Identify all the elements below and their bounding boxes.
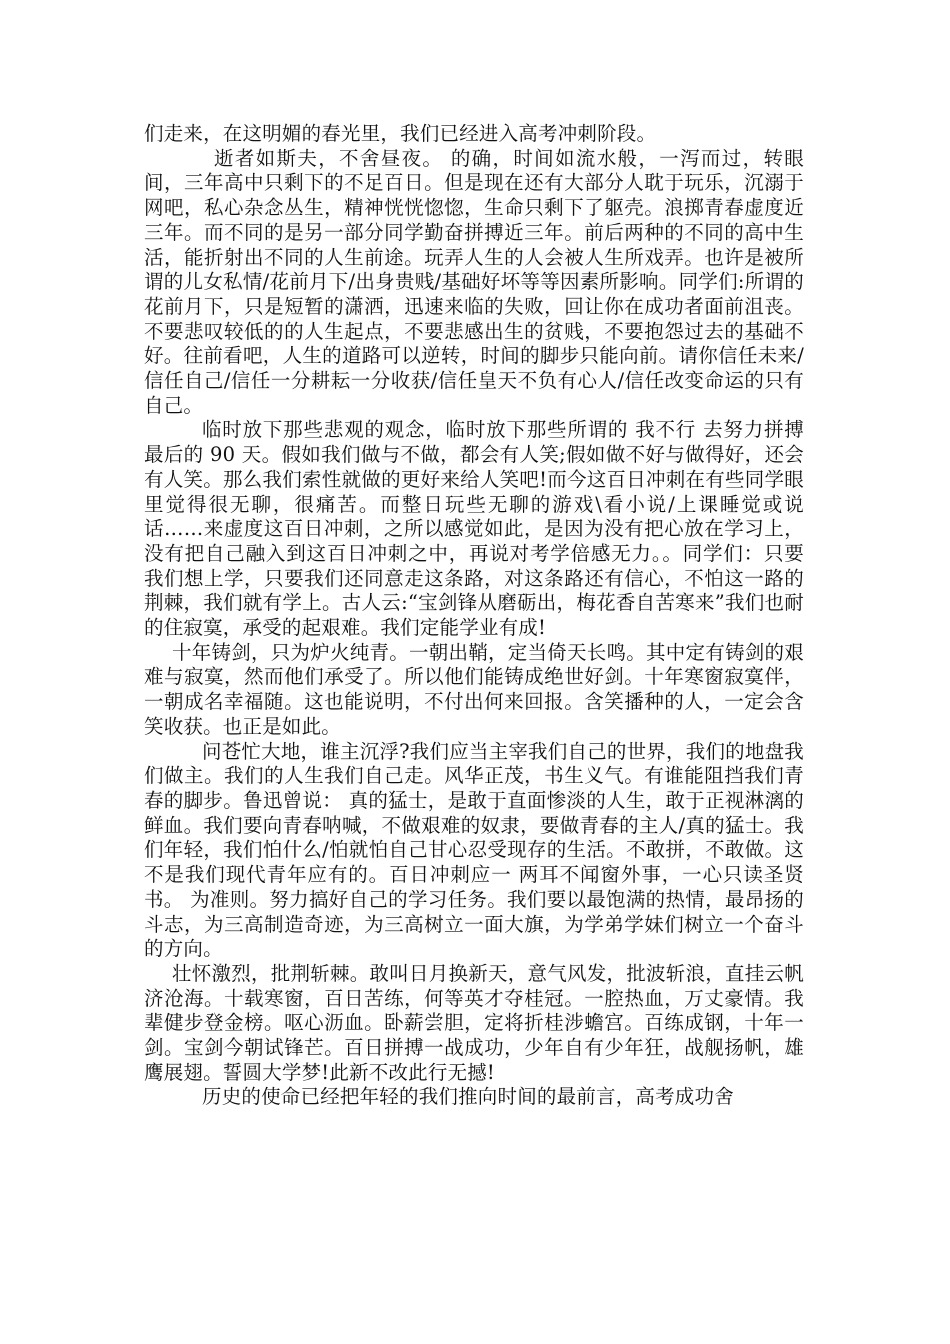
paragraph-ten-years-sword: 十年铸剑，只为炉火纯青。一朝出鞘，定当倚天长鸣。其中定有铸剑的艰难与寂寞，然而他们承受了。所以他们能铸成绝世好剑。十年寒窗寂寞伴，一朝成名幸福随。这也能说明，不付出何来回报。含笑播种的人，一定会含笑收获。也正是如此。 <box>144 640 804 738</box>
paragraph-historical-mission: 历史的使命已经把年轻的我们推向时间的最前言，高考成功舍 <box>202 1085 734 1109</box>
paragraph-heroic-spirit: 壮怀激烈，批荆斩棘。敢叫日月换新天，意气风发，批波斩浪，直挂云帆济沧海。十载寒窗，百日苦练，何等英才夺桂冠。一腔热血，万丈豪情。我辈健步登金榜。呕心沥血。卧薪尝胆，定将折桂涉蟾宫。百练成钢，十年一剑。宝剑今朝试锋芒。百日拼搏一战成功，少年自有少年狂，战舰扬帆，雄鹰展翅。誓圆大学梦!此新不改此行无撼! <box>144 961 804 1084</box>
paragraph-last-90-days: 临时放下那些悲观的观念，临时放下那些所谓的 我不行 去努力拼搏最后的 90 天。假如我们做与不做，都会有人笑;假如做不好与做得好，还会有人笑。那么我们索性就做的更好来给人笑吧!而今这百日冲刺在有些同学眼里觉得很无聊，很痛苦。而整日玩些无聊的游戏\看小说/上课睡觉或说话……来虚度这百日冲刺，之所以感觉如此，是因为没有把心放在学习上，没有把自己融入到这百日冲刺之中，再说对考学倍感无力。。同学们：只要我们想上学，只要我们还同意走这条路，对这条路还有信心，不怕这一路的荆棘，我们就有学上。古人云:“宝剑锋从磨砺出，梅花香自苦寒来”我们也耐的住寂寞，承受的起艰难。我们定能学业有成! <box>144 418 804 640</box>
paragraph-time-flows: 逝者如斯夫，不舍昼夜。 的确，时间如流水般，一泻而过，转眼间，三年高中只剩下的不足百日。但是现在还有大部分人耽于玩乐，沉溺于网吧，私心杂念丛生，精神恍恍惚惚，生命只剩下了躯壳。浪掷青春虚度近三年。而不同的是另一部分同学勤奋拼搏近三年。前后两种的不同的高中生活，能折射出不同的人生前途。玩弄人生的人会被人生所戏弄。也许是被所谓的儿女私情/花前月下/出身贵贱/基础好坏等等因素所影响。同学们:所谓的花前月下，只是短暂的潇洒，迅速来临的失败，回让你在成功者面前沮丧。不要悲叹较低的的人生起点，不要悲感出生的贫贱，不要抱怨过去的基础不好。往前看吧，人生的道路可以逆转，时间的脚步只能向前。请你信任未来/信任自己/信任一分耕耘一分收获/信任皇天不负有心人/信任改变命运的只有自己。 <box>144 146 804 417</box>
paragraph-continued: 们走来，在这明媚的春光里，我们已经进入高考冲刺阶段。 <box>144 122 657 145</box>
document-body <box>144 122 804 1110</box>
paragraph-who-rules: 问苍忙大地，谁主沉浮?我们应当主宰我们自己的世界，我们的地盘我们做主。我们的人生我们自己走。风华正茂，书生义气。有谁能阻挡我们青春的脚步。鲁迅曾说： 真的猛士，是敢于直面惨淡的人生，敢于正视淋漓的鲜血。我们要向青春呐喊，不做艰难的奴隶，要做青春的主人/真的猛士。我们年轻，我们怕什么/怕就怕自己甘心忍受现存的生活。不敢拼，不敢做。这不是我们现代青年应有的。百日冲刺应一 两耳不闻窗外事，一心只读圣贤书。 为准则。努力搞好自己的学习任务。我们要以最饱满的热情，最昂扬的斗志，为三高制造奇迹，为三高树立一面大旗，为学弟学妹们树立一个奋斗的方向。 <box>144 739 804 961</box>
